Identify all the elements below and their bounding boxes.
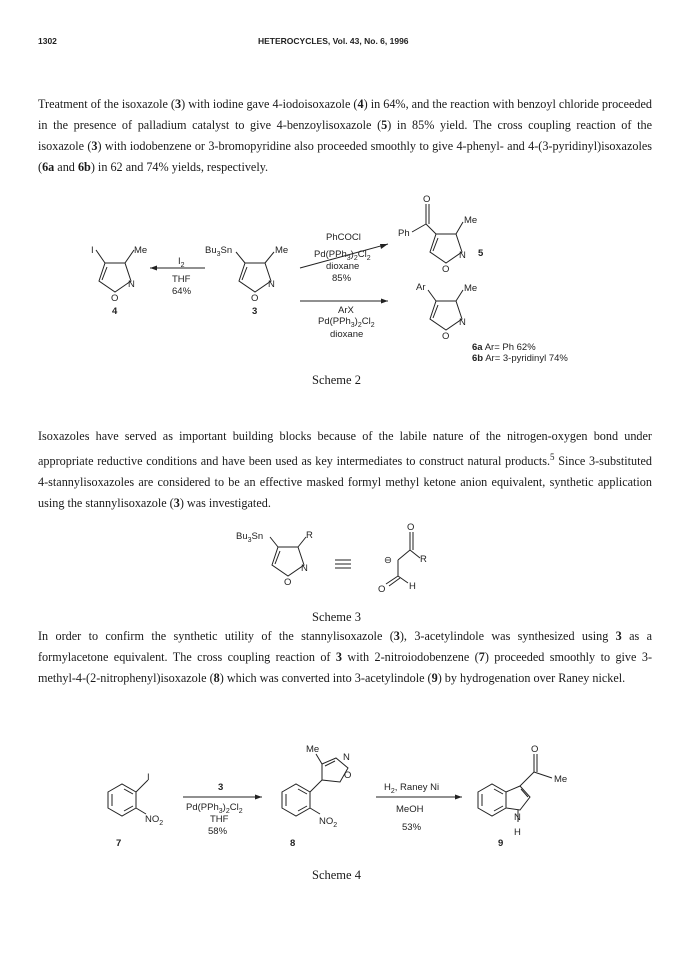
reagent-pd-catalyst-1: $Pd(PPh_3)_2Cl_2$ [314,249,371,262]
reagent-phcocl: PhCOCl [326,232,361,243]
atom-bu3sn: $Bu_3Sn$ [205,245,233,258]
scheme-4-title: Scheme 4 [312,868,361,882]
reagent-thf: THF [210,814,229,825]
atom-no2: $NO_2$ [319,816,338,829]
atom-h: H [409,581,416,592]
atom-i: I [91,245,94,256]
atom-o: O [407,522,415,533]
atom-n: N [514,812,521,823]
atom-i: I [147,772,150,783]
note-6a: 6a Ar= Ph 62% [472,342,536,353]
atom-me: Me [275,245,289,256]
atom-r: R [306,530,313,541]
anion-symbol: ⊖ [384,555,392,566]
atom-o: O [378,584,386,595]
reagent-pd-catalyst-3: $Pd(PPh_3)_2Cl_2$ [186,802,243,815]
compound-3-label: 3 [252,306,258,317]
scheme-2-diagram [0,190,688,370]
atom-n: N [459,250,466,261]
atom-o: O [251,293,259,304]
atom-r: R [420,554,427,565]
scheme-3-diagram [0,520,688,605]
paragraph-3: In order to confirm the synthetic utility of the stannylisoxazole (3), 3-acetylindole was synthesized using 3 as a formylacetone equivalent. The cross coupling reaction of 3 with 2-nitroiodobenzene (7) proceeded smoothly to give 3-methyl-4-(2-nitrophenyl)isoxazole (8) which was converted into 3-acetylindole (9) by hydrogenation over Raney nickel. [38,629,653,685]
reagent-yield-85: 85% [332,273,352,284]
atom-ph: Ph [398,228,410,239]
atom-n: N [343,752,350,763]
atom-me: Me [464,283,478,294]
paragraph-2: Isoxazoles have served as important building blocks because of the labile nature of the nitrogen-oxygen bond under appropriate reductive conditions and have been used as key intermediates to construct natural products.$^5$ Since 3-substituted 4-stannylisoxazoles are considered to be an effective masked formyl methyl ketone anion equivalent, synthetic application using the stannylisoxazole (3) was investigated. [38,429,652,511]
reagent-arx: ArX [338,305,354,316]
compound-8-structure [282,744,351,849]
atom-me: Me [464,215,478,226]
atom-h: H [514,827,521,838]
page-number: 1302 [38,36,57,46]
reagent-iodine: $I_2$ [178,256,185,269]
reagent-thf: THF [172,274,191,285]
reagent-3: 3 [218,782,224,793]
compound-6-structure [416,282,477,342]
atom-o: O [442,264,450,275]
reagent-dioxane-1: dioxane [326,261,360,272]
atom-ar: Ar [416,282,426,293]
scheme-3-title: Scheme 3 [312,610,361,624]
reagent-yield-58: 58% [208,826,228,837]
atom-me: Me [554,774,568,785]
atom-n: N [128,279,135,290]
compound-9-label: 9 [498,838,504,849]
atom-bu3sn: $Bu_3Sn$ [236,531,264,544]
atom-o: O [423,194,431,205]
atom-n: N [268,279,275,290]
atom-o: O [111,293,119,304]
atom-n: N [301,563,308,574]
atom-no2: $NO_2$ [145,814,164,827]
compound-8-label: 8 [290,838,296,849]
atom-o: O [531,744,539,755]
compound-9-structure [478,744,567,849]
atom-me: Me [306,744,320,755]
atom-me: Me [134,245,148,256]
stannyl-isoxazole-structure [236,530,313,588]
reagent-yield-53: 53% [402,822,422,833]
atom-o: O [344,770,352,781]
formyl-ketone-anion-structure [378,522,427,595]
running-header: HETEROCYCLES, Vol. 43, No. 6, 1996 [258,36,409,46]
compound-4-structure [91,245,147,317]
reagent-dioxane-2: dioxane [330,329,364,340]
atom-o: O [284,577,292,588]
note-6b: 6b Ar= 3-pyridinyl 74% [472,353,568,364]
reagent-yield-64: 64% [172,286,192,297]
paragraph-1: Treatment of the isoxazole (3) with iodine gave 4-iodoisoxazole (4) in 64%, and the reaction with benzoyl chloride proceeded in the presence of palladium catalyst to give 4-benzoylisoxazole (5) in 85% yield. The cross coupling reaction of the isoxazole (3) with iodobenzene or 3-bromopyridine also proceeded smoothly to give 4-phenyl- and 4-(3-pyridinyl)isoxazoles (6a and 6b) in 62 and 74% yields, respectively. [38,97,652,174]
reagent-pd-catalyst-2: $Pd(PPh_3)_2Cl_2$ [318,316,375,329]
scheme-2-title: Scheme 2 [312,373,361,387]
compound-5-label: 5 [478,248,484,259]
compound-7-structure [108,772,163,849]
reagent-h2-raney-ni: $H_2$, Raney Ni [384,782,440,795]
reagent-meoh: MeOH [396,804,424,815]
compound-5-structure [398,194,484,275]
scheme-4-diagram [0,730,688,860]
atom-o: O [442,331,450,342]
equivalent-sign [335,560,351,568]
compound-7-label: 7 [116,838,122,849]
compound-3-structure [205,245,288,317]
atom-n: N [459,317,466,328]
compound-4-label: 4 [112,306,118,317]
